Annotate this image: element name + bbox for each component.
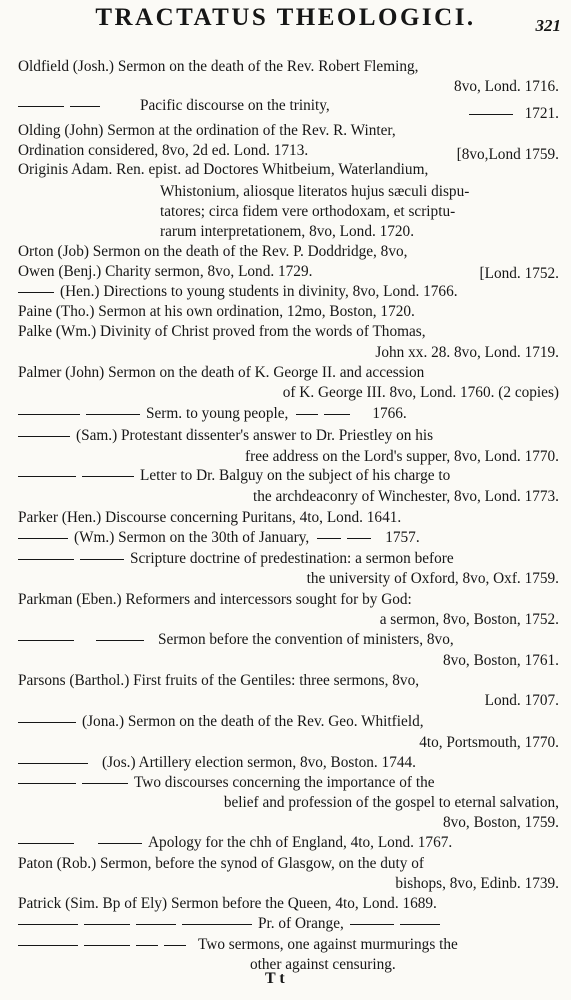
entry-line: Parsons (Barthol.) First fruits of the Gentiles: three sermons, 8vo, [18,672,420,689]
ditto-rule [18,945,78,946]
entry-line: Lond. 1707. [484,692,559,709]
ditto-rule [317,538,341,539]
entry-line: (Wm.) Sermon on the 30th of January, 1757. [18,528,420,548]
ditto-rule [86,414,140,415]
entry-line: tatores; circa fidem vere orthodoxam, et scriptu- [160,203,456,220]
ditto-rule [18,843,74,844]
ditto-rule [296,414,318,415]
ditto-rule [96,640,144,641]
entry-line: Whistonium, aliosque literatos hujus sæculi dispu- [160,183,470,200]
entry-line: Patrick (Sim. Bp of Ely) Sermon before the Queen, 4to, Lond. 1689. [18,895,437,912]
entry-line: Two sermons, one against murmurings the [18,935,458,955]
ditto-rule [18,783,76,784]
ditto-rule [18,722,76,723]
entry-line: Parker (Hen.) Discourse concerning Puritans, 4to, Lond. 1641. [18,509,402,526]
ditto-rule [80,559,124,560]
entry-line: Paton (Rob.) Sermon, before the synod of Glasgow, on the duty of [18,855,425,872]
entry-line: Orton (Job) Sermon on the death of the Rev. P. Doddridge, 8vo, [18,243,408,260]
ditto-rule [18,763,88,764]
ditto-rule [18,292,54,293]
entry-line: Olding (John) Sermon at the ordination of the Rev. R. Winter, [18,122,396,139]
entry-line: the university of Oxford, 8vo, Oxf. 1759. [306,570,559,587]
entry-line: Pacific discourse on the trinity, [18,96,330,116]
ditto-rule [18,924,78,925]
entry-line: free address on the Lord's supper, 8vo, Lond. 1770. [245,448,559,465]
ditto-rule [82,783,128,784]
entry-line: a sermon, 8vo, Boston, 1752. [379,611,559,628]
ditto-rule [18,476,76,477]
ditto-rule [136,945,158,946]
ditto-rule [82,476,134,477]
entry-line: (Jona.) Sermon on the death of the Rev. Geo. Whitfield, [18,712,424,732]
entry-line: Ordination considered, 8vo, 2d ed. Lond. 1713. [18,142,309,159]
entry-line: [Lond. 1752. [479,265,559,282]
ditto-rule [164,945,186,946]
ditto-rule [324,414,350,415]
entry-line: Palmer (John) Sermon on the death of K. George II. and accession [18,364,425,381]
entry-line: belief and profession of the gospel to eternal salvation, [223,794,559,811]
ditto-rule [70,106,100,107]
ditto-rule [18,640,74,641]
entry-line: John xx. 28. 8vo, Lond. 1719. [375,344,559,361]
ditto-rule [18,559,74,560]
entry-line: rarum interpretationem, 8vo, Lond. 1720. [160,223,415,240]
entry-line: Serm. to young people, 1766. [18,404,407,424]
entry-line: Letter to Dr. Balguy on the subject of his charge to [18,466,450,486]
ditto-rule [84,945,130,946]
entry-line: 8vo, Lond. 1716. [454,78,559,95]
entry-line: Palke (Wm.) Divinity of Christ proved from the words of Thomas, [18,323,426,340]
ditto-rule [18,106,64,107]
ditto-rule [350,924,394,925]
entry-line: Apology for the chh of England, 4to, Lond. 1767. [18,833,452,853]
entry-line: (Sam.) Protestant dissenter's answer to Dr. Priestley on his [18,426,433,446]
entry-line: Paine (Tho.) Sermon at his own ordination, 12mo, Boston, 1720. [18,303,415,320]
entry-line: [8vo,Lond 1759. [456,146,559,163]
entry-line: (Hen.) Directions to young students in divinity, 8vo, Lond. 1766. [18,282,458,302]
entry-line: Oldfield (Josh.) Sermon on the death of the Rev. Robert Fleming, [18,58,419,75]
entry-line: Originis Adam. Ren. epist. ad Doctores Whitbeium, Waterlandium, [18,161,429,178]
ditto-rule [347,538,371,539]
ditto-rule [469,114,513,115]
ditto-rule [84,924,130,925]
entry-line: 4to, Portsmouth, 1770. [419,734,559,751]
entry-line: 8vo, Boston, 1761. [442,652,559,669]
ditto-rule [18,538,68,539]
entry-line: Sermon before the convention of ministers, 8vo, [18,630,454,650]
entry-line: 8vo, Boston, 1759. [442,814,559,831]
entry-line: other against censuring. [250,956,396,973]
entry-line: Owen (Benj.) Charity sermon, 8vo, Lond. 1729. [18,263,313,280]
entry-line: bishops, 8vo, Edinb. 1739. [395,875,559,892]
ditto-rule [136,924,176,925]
signature-mark: T t [265,970,285,987]
entry-line: Two discourses concerning the importance of the [18,773,435,793]
entry-line: (Jos.) Artillery election sermon, 8vo, Boston. 1744. [18,753,416,773]
entry-line: 1721. [469,104,559,124]
running-title: TRACTATUS THEOLOGICI. [95,4,476,31]
ditto-rule [18,436,70,437]
page-number: 321 [535,16,561,35]
entry-line: Parkman (Eben.) Reformers and intercessors sought for by God: [18,591,412,608]
ditto-rule [400,924,440,925]
ditto-rule [18,414,80,415]
entry-line: the archdeaconry of Winchester, 8vo, Lond. 1773. [252,488,559,505]
entry-line: of K. George III. 8vo, Lond. 1760. (2 copies) [282,384,559,401]
ditto-rule [98,843,142,844]
ditto-rule [182,924,252,925]
entry-line: Pr. of Orange, [18,914,446,934]
entry-line: Scripture doctrine of predestination: a sermon before [18,549,454,569]
